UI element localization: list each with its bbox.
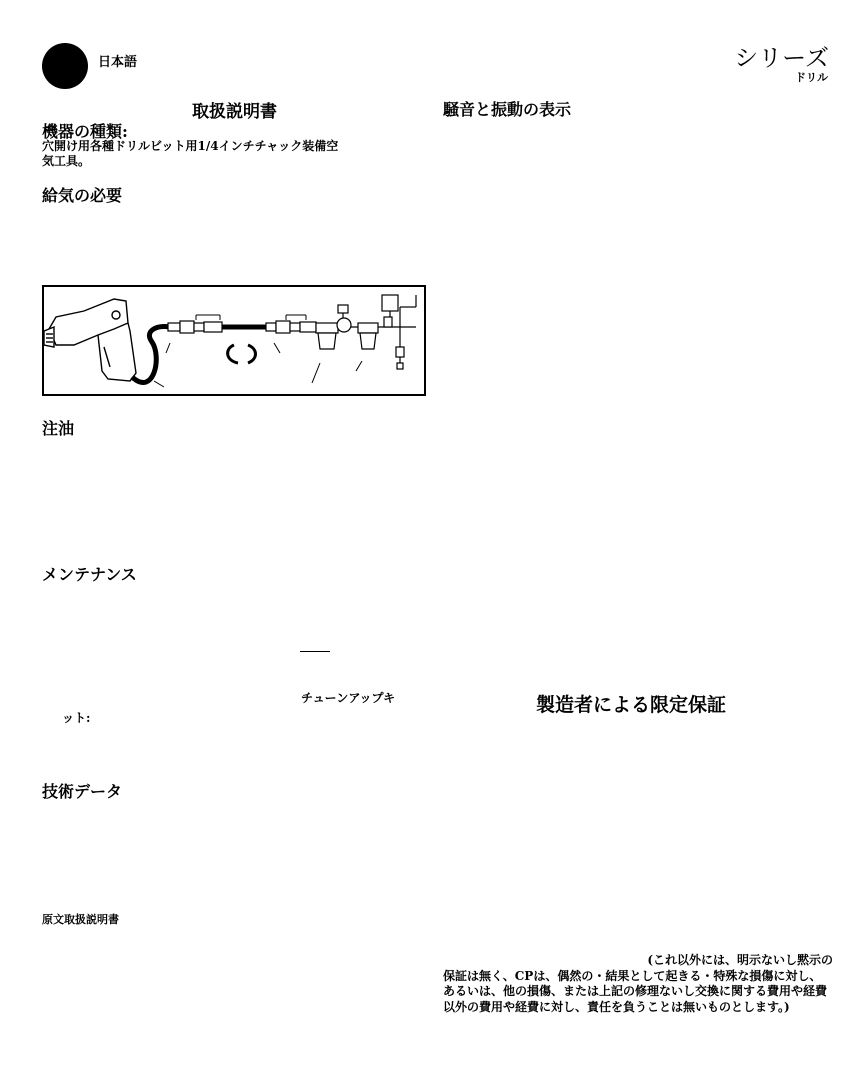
- warranty-disclaimer-line-1: (これ以外には、明示ないし黙示の: [647, 953, 833, 967]
- tuneup-kit-label-continued: ット:: [62, 711, 91, 725]
- warranty-disclaimer: [443, 953, 833, 1015]
- manual-title: 取扱説明書: [192, 102, 277, 122]
- maintenance-heading: メンテナンス: [42, 565, 137, 584]
- noise-vibration-heading: 騒音と振動の表示: [443, 100, 572, 119]
- drill-illustration: [44, 299, 136, 381]
- air-supply-diagram: [42, 285, 426, 396]
- equipment-line-1: 穴開け用各種ドリルビット用1/4インチチャック装備空: [42, 139, 339, 153]
- language-marker-icon: [42, 43, 88, 89]
- language-label: 日本語: [98, 55, 138, 70]
- air-hose: [132, 327, 170, 383]
- original-manual-label: 原文取扱説明書: [42, 913, 119, 926]
- equipment-line-2: 気工具。: [42, 154, 91, 168]
- warranty-disclaimer-body: 保証は無く、CPは、偶然の・結果として起きる・特殊な損傷に対し、あるいは、他の損傷、または上記の修理ないし交換に関する費用や経費以外の費用や経費に対し、責任を負うことは無いものとします。): [443, 968, 828, 1014]
- equipment-type-heading: 機器の種類:: [42, 122, 128, 141]
- lubrication-heading: 注油: [42, 419, 75, 438]
- limited-warranty-heading: 製造者による限定保証: [536, 694, 727, 716]
- product-subtitle: ドリル: [795, 71, 828, 84]
- tuneup-kit-label: チューンアップキ: [301, 691, 396, 705]
- equipment-description: [42, 139, 422, 169]
- technical-data-heading: 技術データ: [42, 782, 123, 801]
- frl-unit: [316, 295, 416, 369]
- series-title: シリーズ: [734, 44, 829, 72]
- air-supply-heading: 給気の必要: [42, 186, 123, 205]
- air-line-illustration: [44, 287, 424, 394]
- tuneup-rule: [300, 651, 330, 652]
